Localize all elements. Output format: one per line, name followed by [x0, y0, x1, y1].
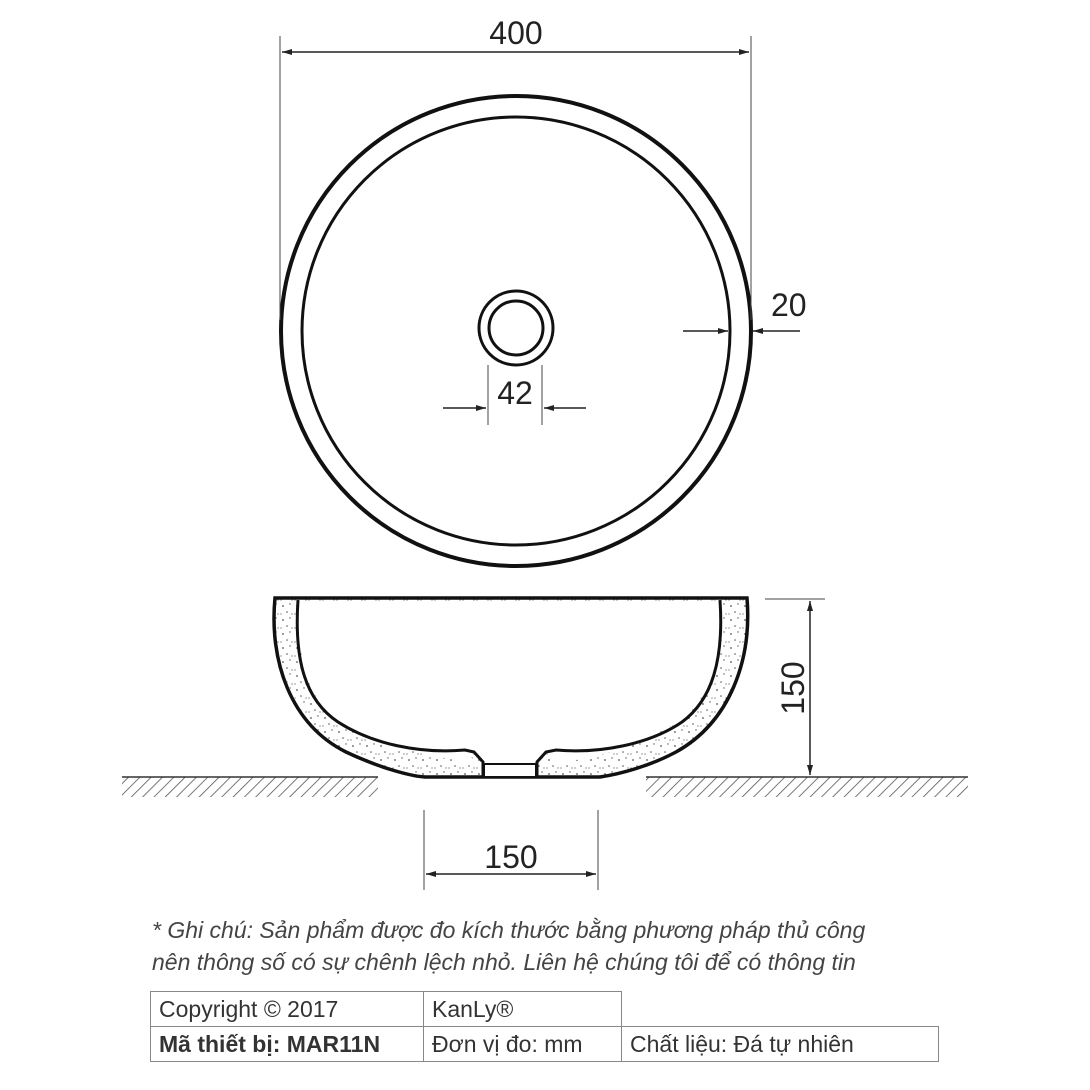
dim-base-diameter-label: 150 — [484, 839, 538, 875]
note-line-2: nên thông số có sự chênh lệch nhỏ. Liên hệ chúng tôi để có thông tin — [152, 949, 856, 975]
ground — [122, 777, 968, 797]
drain-inner — [489, 301, 543, 355]
inner-rim — [302, 117, 730, 545]
title-block-row-2 — [151, 1027, 939, 1062]
model-cell: Mã thiết bị: MAR11N — [151, 1027, 424, 1062]
dim-rim-thickness-label: 20 — [771, 287, 807, 323]
dim-drain-diameter — [443, 365, 586, 425]
copyright-cell: Copyright © 2017 — [151, 992, 424, 1027]
title-block-row-1 — [151, 992, 939, 1027]
ground-hatch-right — [646, 777, 968, 797]
drain-hole — [484, 764, 536, 777]
dim-height — [765, 599, 825, 775]
dim-outer-diameter — [280, 15, 751, 320]
bowl-outer-contour — [274, 598, 748, 777]
outer-rim — [281, 96, 751, 566]
ground-hatch-left — [122, 777, 378, 797]
material-cell: Chất liệu: Đá tự nhiên — [622, 1027, 939, 1062]
dim-outer-diameter-label: 400 — [489, 15, 543, 51]
side-view — [274, 598, 749, 777]
title-block — [150, 991, 939, 1062]
dim-base-diameter — [424, 810, 598, 890]
empty-cell — [622, 992, 939, 1027]
unit-cell: Đơn vị đo: mm — [424, 1027, 622, 1062]
dim-height-label: 150 — [775, 661, 811, 715]
dim-rim-thickness — [683, 287, 807, 331]
brand-cell: KanLy® — [424, 992, 622, 1027]
note-line-1: * Ghi chú: Sản phẩm được đo kích thước bằng phương pháp thủ công — [152, 917, 866, 943]
top-view — [281, 96, 751, 566]
dim-drain-diameter-label: 42 — [497, 375, 533, 411]
